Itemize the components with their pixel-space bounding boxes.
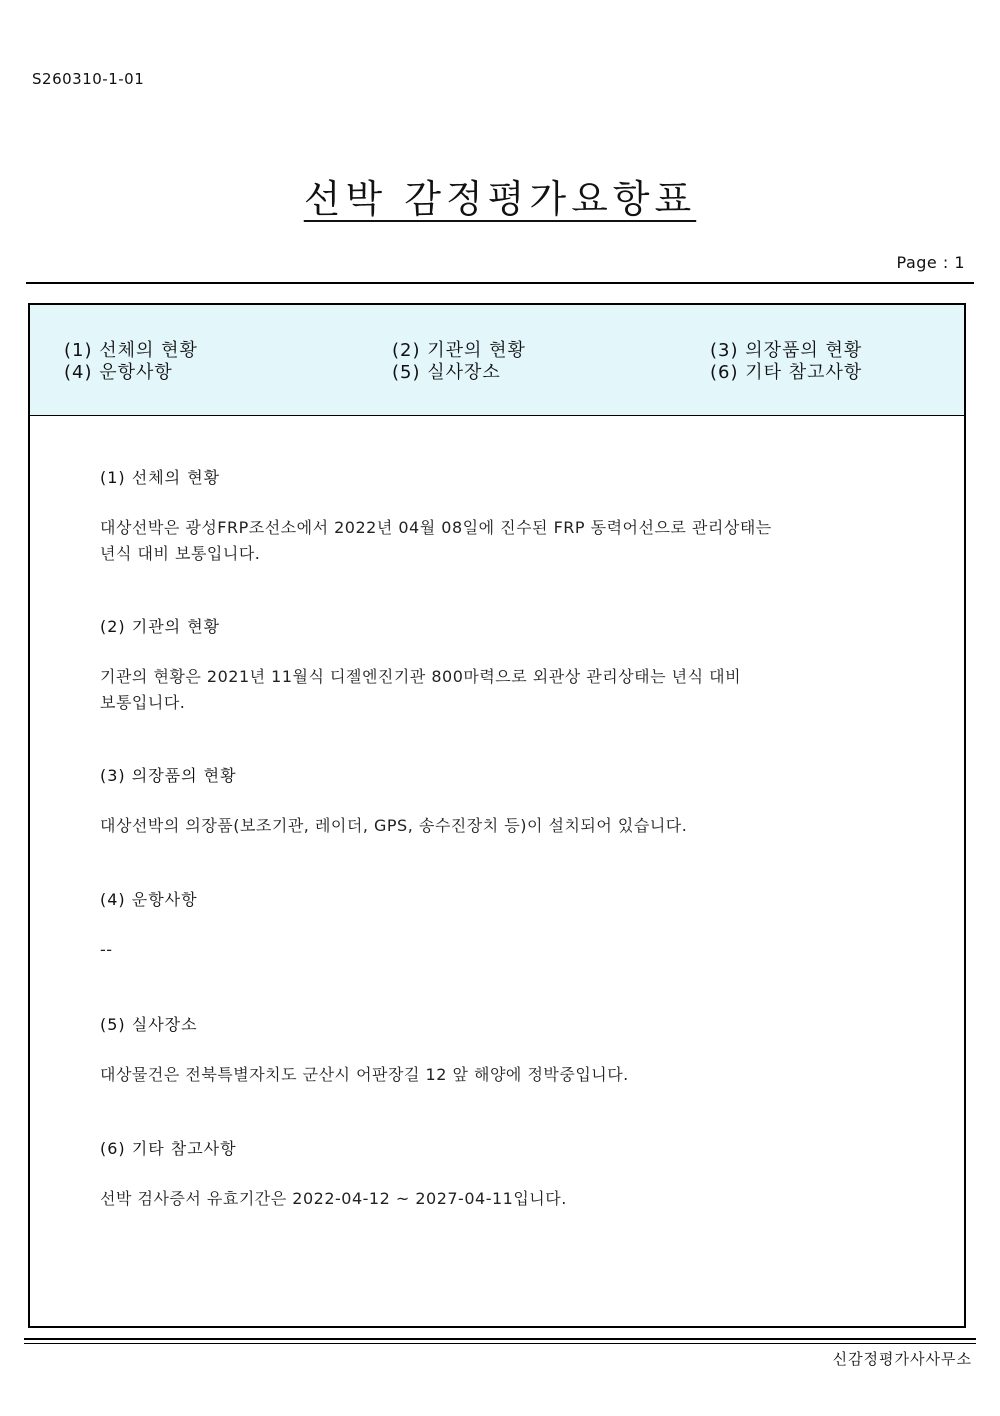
section-other-notes (100, 1136, 900, 1212)
section-heading: (6) 기타 참고사항 (100, 1139, 237, 1158)
toc-item-engine: (2) 기관의 현황 (392, 340, 526, 361)
table-of-contents (30, 305, 964, 416)
section-body: -- (100, 940, 113, 959)
section-heading: (1) 선체의 현황 (100, 468, 221, 487)
section-inspection-site (100, 1012, 900, 1088)
section-heading: (2) 기관의 현황 (100, 617, 221, 636)
document-title-text: 선박 감정평가요항표 (303, 177, 697, 221)
section-heading: (5) 실사장소 (100, 1015, 198, 1034)
office-name: 신감정평가사사무소 (832, 1350, 972, 1368)
top-rule (26, 282, 974, 284)
section-hull (100, 465, 900, 567)
toc-item-equipment: (3) 의장품의 현황 (710, 340, 863, 361)
toc-item-hull: (1) 선체의 현황 (64, 340, 198, 361)
section-body: 기관의 현황은 2021년 11월식 디젤엔진기관 800마력으로 외관상 관리상태는 년식 대비 보통입니다. (100, 667, 742, 712)
section-heading: (3) 의장품의 현황 (100, 766, 237, 785)
document-title (0, 168, 1000, 223)
toc-item-operation: (4) 운항사항 (64, 362, 173, 383)
bottom-rule-thin (24, 1343, 976, 1344)
bottom-rule (24, 1338, 976, 1340)
toc-item-inspection-site: (5) 실사장소 (392, 362, 501, 383)
section-body: 대상선박의 의장품(보조기관, 레이더, GPS, 송수진장치 등)이 설치되어 있습니다. (100, 816, 688, 835)
section-body: 선박 검사증서 유효기간은 2022-04-12 ~ 2027-04-11입니다. (100, 1189, 567, 1208)
section-engine (100, 614, 900, 716)
section-operation (100, 887, 900, 963)
toc-item-other-notes: (6) 기타 참고사항 (710, 362, 863, 383)
section-equipment (100, 763, 900, 839)
section-body: 대상물건은 전북특별자치도 군산시 어판장길 12 앞 해양에 정박중입니다. (100, 1065, 629, 1084)
section-body: 대상선박은 광성FRP조선소에서 2022년 04월 08일에 진수된 FRP 동력어선으로 관리상태는 년식 대비 보통입니다. (100, 518, 772, 563)
page-label: Page : 1 (896, 253, 965, 272)
doc-code: S260310-1-01 (32, 70, 145, 88)
section-heading: (4) 운항사항 (100, 890, 198, 909)
content-box (28, 303, 966, 1328)
